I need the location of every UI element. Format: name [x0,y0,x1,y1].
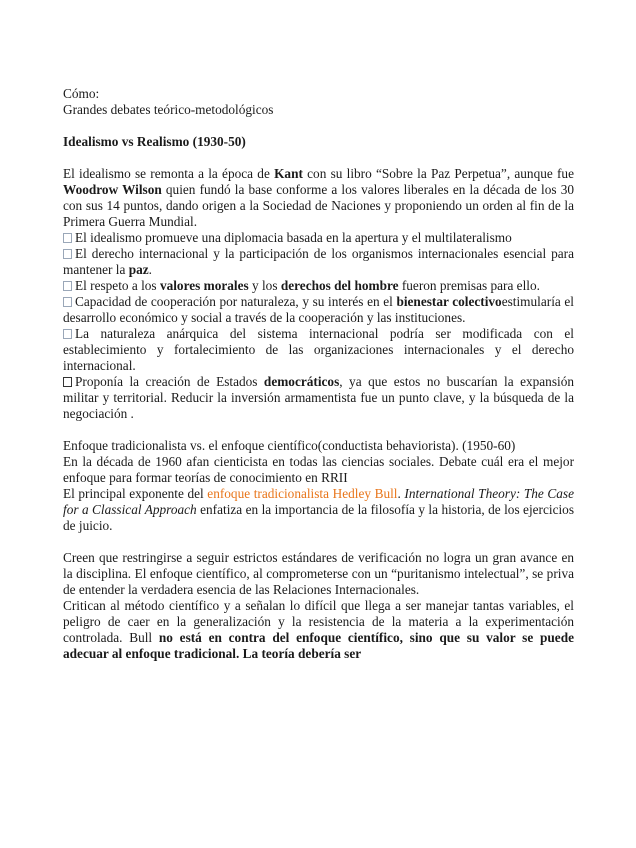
paragraph: En la década de 1960 afan cienticista en todas las ciencias sociales. Debate cuál era el mejor enfoque para formar teorías de conocimiento en RRII [63,454,574,485]
bullet-item: Capacidad de cooperación por naturaleza, y su interés en el bienestar colectivoestimularía el desarrollo económico y social a través de la cooperación y las instituciones. [63,294,574,325]
bullet-box-icon [63,233,72,243]
paragraph: El principal exponente del enfoque tradicionalista Hedley Bull. International Theory: The Case for a Classical Approach enfatiza en la importancia de la filosofía y la historia, de los ejercicios de juicio. [63,486,574,533]
paragraph: Critican al método científico y a señalan lo difícil que llega a ser manejar tantas variables, el peligro de caer en la generalización y la resistencia de la materia a la experimentación controlada. Bull no está en contra del enfoque científico, sino que su valor se puede adecuar al enfoque tradicional. La teoría debería ser [63,598,575,661]
header-line-2: Grandes debates teórico-metodológicos [63,102,274,117]
bullet-box-icon [63,329,72,339]
bullet-box-icon [63,281,72,291]
bullet-box-icon [63,249,72,259]
bullet-item: La naturaleza anárquica del sistema internacional podría ser modificada con el establecimiento y fortalecimiento de las organizaciones internacionales y el derecho internacional. [63,326,574,373]
intro-paragraph: El idealismo se remonta a la época de Kant con su libro “Sobre la Paz Perpetua”, aunque fue Woodrow Wilson quien fundó la base conforme a los valores liberales en la década de los 30 con sus 14 puntos, dando origen a la Sociedad de Naciones y proponiendo un orden al fin de la Primera Guerra Mundial. [63,166,574,229]
bullet-item: El derecho internacional y la participación de los organismos internacionales esencial para mantener la paz. [63,246,574,277]
bullet-box-icon [63,377,72,387]
document-page [63,86,574,662]
header-line-1: Cómo: [63,86,100,101]
section-title-enfoque: Enfoque tradicionalista vs. el enfoque científico(conductista behaviorista). (1950-60) [63,438,516,453]
bullet-item: El respeto a los valores morales y los derechos del hombre fueron premisas para ello. [63,278,574,294]
bullet-box-icon [63,297,72,307]
section-title-idealismo: Idealismo vs Realismo (1930-50) [63,134,246,149]
hyperlink-hedley-bull[interactable]: enfoque tradicionalista Hedley Bull [207,486,398,501]
bullet-item: Proponía la creación de Estados democráticos, ya que estos no buscarían la expansión militar y territorial. Reducir la inversión armamentista fue un punto clave, y la búsqueda de la negociación . [63,374,574,421]
bullet-item: El idealismo promueve una diplomacia basada en la apertura y el multilateralismo [63,230,574,246]
paragraph: Creen que restringirse a seguir estrictos estándares de verificación no logra un gran avance en la disciplina. El enfoque científico, al comprometerse con un “puritanismo intelectual”, se priva de entender la verdadera esencia de las Relaciones Internacionales. [63,550,574,597]
